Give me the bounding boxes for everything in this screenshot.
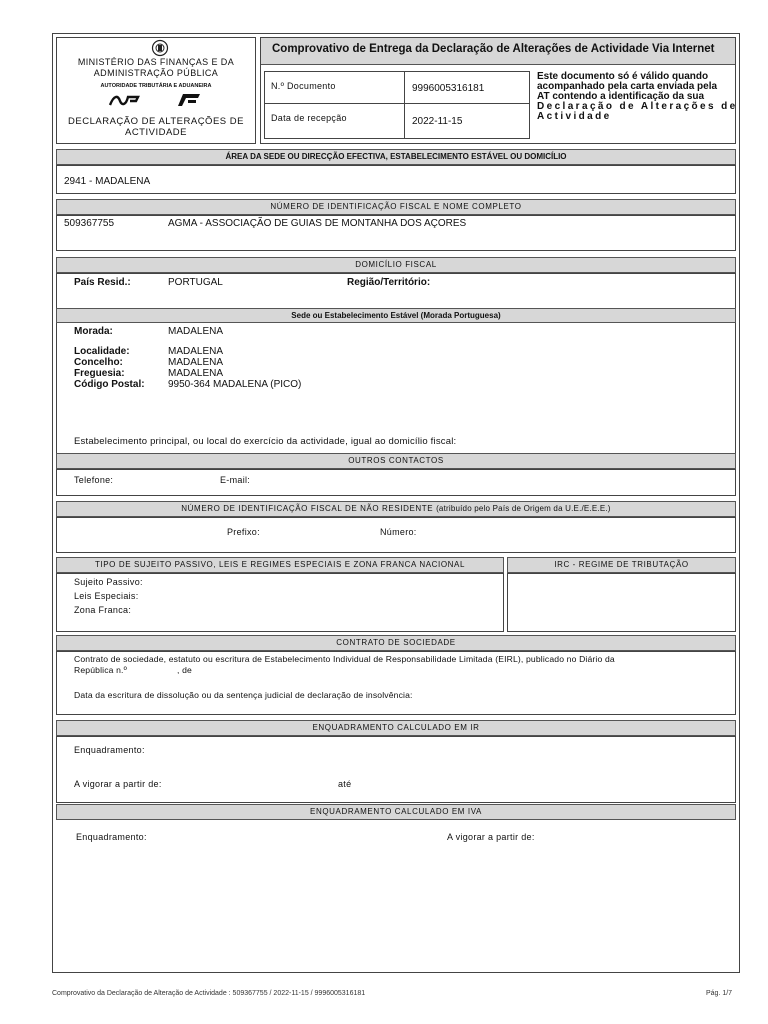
- page-title: Comprovativo de Entrega da Declaração de Alterações de Actividade Via Internet: [272, 43, 715, 55]
- morada-label: Morada:: [74, 326, 113, 337]
- nao-residente-heading-note: (atribuído pelo País de Origem da U.E./E.E.E.): [436, 504, 611, 513]
- domicilio-box: [56, 273, 736, 454]
- iva-enquadramento-label: Enquadramento:: [76, 832, 147, 842]
- email-label: E-mail:: [220, 475, 251, 485]
- contrato-text-line2a: República n.º: [74, 665, 127, 675]
- nao-residente-heading-main: NÚMERO DE IDENTIFICAÇÃO FISCAL DE NÃO RESIDENTE: [181, 504, 434, 513]
- sujeito-heading: TIPO DE SUJEITO PASSIVO, LEIS E REGIMES ESPECIAIS E ZONA FRANCA NACIONAL: [56, 557, 504, 573]
- reception-label: Data de recepção: [271, 113, 347, 123]
- ir-enquadramento-label: Enquadramento:: [74, 745, 145, 755]
- ir-box: [56, 736, 736, 803]
- irc-heading: IRC - REGIME DE TRIBUTAÇÃO: [507, 557, 736, 573]
- zona-franca-label: Zona Franca:: [74, 605, 132, 615]
- sede-box: [56, 165, 736, 194]
- validity-note-3: AT contendo a identificação da sua: [537, 91, 705, 102]
- doc-number-value: 9996005316181: [412, 83, 485, 94]
- estabelecimento-note: Estabelecimento principal, ou local do exercício da actividade, igual ao domicílio fiscal:: [74, 436, 457, 447]
- validity-note-2: acompanhado pela carta enviada pela: [537, 81, 718, 92]
- validity-note-4: Declaração de Alterações de: [537, 101, 738, 112]
- localidade-label: Localidade:: [74, 346, 130, 357]
- pais-value: PORTUGAL: [168, 277, 223, 288]
- telefone-label: Telefone:: [74, 475, 114, 485]
- contrato-heading: CONTRATO DE SOCIEDADE: [56, 635, 736, 651]
- contactos-box: [56, 469, 736, 496]
- doc-number-divider-h: [264, 103, 530, 104]
- at-logo-icon: [108, 93, 140, 107]
- validity-note-1: Este documento só é válido quando: [537, 71, 709, 82]
- localidade-value: MADALENA: [168, 346, 224, 357]
- authority-name: AUTORIDADE TRIBUTÁRIA E ADUANEIRA: [100, 83, 212, 89]
- fiscal-logo-icon: [174, 93, 204, 107]
- ir-heading: ENQUADRAMENTO CALCULADO EM IR: [56, 720, 736, 736]
- dissolucao-text: Data da escritura de dissolução ou da sentença judicial de declaração de insolvência:: [74, 690, 413, 700]
- iva-vigorar-label: A vigorar a partir de:: [447, 832, 535, 842]
- ir-vigorar-label: A vigorar a partir de:: [74, 779, 162, 789]
- reception-value: 2022-11-15: [412, 116, 463, 127]
- sujeito-passivo-label: Sujeito Passivo:: [74, 577, 143, 587]
- freguesia-label: Freguesia:: [74, 368, 125, 379]
- morada-value: MADALENA: [168, 326, 224, 337]
- morada-sub-heading: Sede ou Estabelecimento Estável (Morada Portuguesa): [56, 308, 736, 323]
- domicilio-heading: DOMICÍLIO FISCAL: [56, 257, 736, 273]
- doc-type-line2: ACTIVIDADE: [124, 127, 187, 138]
- nif-heading: NÚMERO DE IDENTIFICAÇÃO FISCAL E NOME COMPLETO: [56, 199, 736, 215]
- sede-value: 2941 - MADALENA: [64, 176, 151, 187]
- sede-heading: ÁREA DA SEDE OU DIRECÇÃO EFECTIVA, ESTABELECIMENTO ESTÁVEL OU DOMICÍLIO: [56, 149, 736, 165]
- concelho-label: Concelho:: [74, 357, 123, 368]
- validity-note-5: Actividade: [537, 111, 612, 122]
- irc-box: [507, 573, 736, 632]
- footer-page-number: Pág. 1/7: [706, 990, 733, 997]
- iva-heading: ENQUADRAMENTO CALCULADO EM IVA: [56, 804, 736, 820]
- codigo-postal-label: Código Postal:: [74, 379, 145, 390]
- pais-label: País Resid.:: [74, 277, 131, 288]
- doc-number-label: N.º Documento: [271, 81, 336, 91]
- prefixo-label: Prefixo:: [227, 527, 260, 537]
- regiao-label: Região/Território:: [347, 277, 431, 288]
- numero-label: Número:: [380, 527, 417, 537]
- footer-reference: Comprovativo da Declaração de Alteração de Actividade : 509367755 / 2022-11-15 / 9996005316181: [52, 990, 366, 997]
- freguesia-value: MADALENA: [168, 368, 224, 379]
- codigo-postal-value: 9950-364 MADALENA (PICO): [168, 379, 302, 390]
- ir-ate-label: até: [338, 779, 352, 789]
- nao-residente-heading: [56, 501, 736, 517]
- contrato-text-line2b: , de: [177, 665, 192, 675]
- doc-type-line1: DECLARAÇÃO DE ALTERAÇÕES DE: [68, 116, 244, 127]
- doc-number-divider-v: [404, 71, 405, 139]
- concelho-value: MADALENA: [168, 357, 224, 368]
- nif-number: 509367755: [64, 218, 115, 229]
- nif-name: AGMA - ASSOCIAÇÃO DE GUIAS DE MONTANHA DOS AÇORES: [168, 218, 467, 229]
- contactos-heading: OUTROS CONTACTOS: [56, 453, 736, 469]
- contrato-text-line1: Contrato de sociedade, estatuto ou escritura de Estabelecimento Individual de Responsabilidade Limitada (EIRL), publicado no Diário da: [74, 654, 615, 664]
- ministry-name-line1: MINISTÉRIO DAS FINANÇAS E DA: [77, 57, 235, 67]
- ministry-name-line2: ADMINISTRAÇÃO PÚBLICA: [93, 68, 219, 78]
- leis-especiais-label: Leis Especiais:: [74, 591, 139, 601]
- coat-of-arms-icon: [149, 39, 171, 57]
